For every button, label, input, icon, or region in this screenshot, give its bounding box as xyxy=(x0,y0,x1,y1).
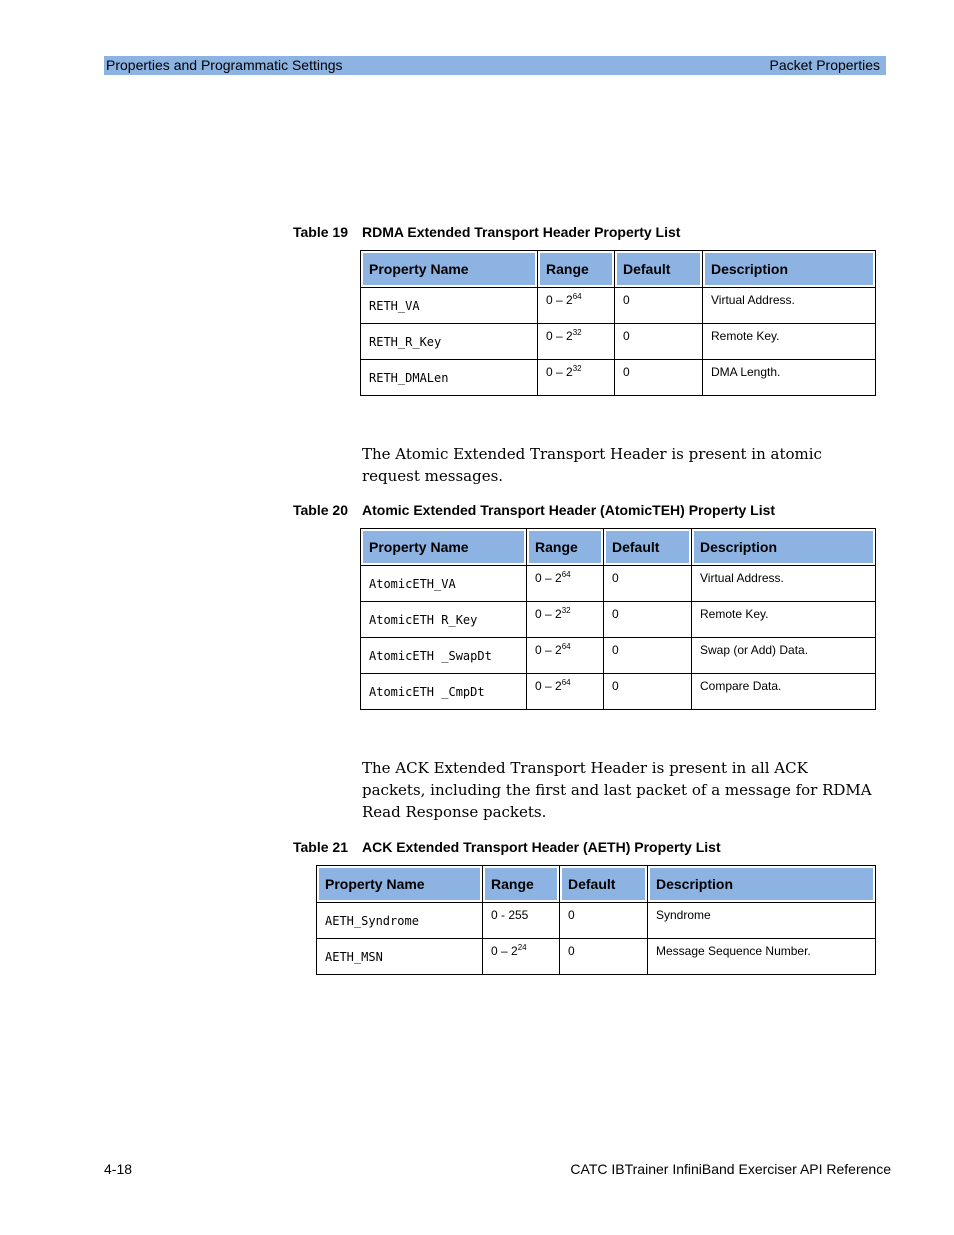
description: Compare Data. xyxy=(692,674,876,710)
property-name: AtomicETH _CmpDt xyxy=(361,674,527,710)
property-name: AtomicETH_VA xyxy=(361,566,527,602)
table-header-row xyxy=(361,251,876,288)
range-base: 0 – 2 xyxy=(535,679,562,693)
default-value: 0 xyxy=(604,602,692,638)
ack-header-paragraph: The ACK Extended Transport Header is present in all ACK packets, including the first and last packet of a message for RDMA Read Response packets. xyxy=(362,759,872,821)
running-header xyxy=(104,56,886,75)
range-exponent: 32 xyxy=(572,328,582,337)
column-header: Property Name xyxy=(317,866,483,903)
table20-caption xyxy=(293,502,775,518)
property-name: AETH_MSN xyxy=(317,939,483,975)
table-row xyxy=(361,360,876,396)
range-base: 0 – 2 xyxy=(546,365,573,379)
range-base: 0 – 2 xyxy=(535,571,562,585)
column-header: Range xyxy=(527,529,604,566)
range-cell xyxy=(527,674,604,710)
description: Swap (or Add) Data. xyxy=(692,638,876,674)
property-name: AETH_Syndrome xyxy=(317,903,483,939)
atomic-header-paragraph: The Atomic Extended Transport Header is present in atomic request messages. xyxy=(362,445,822,485)
default-value: 0 xyxy=(615,360,703,396)
default-value: 0 xyxy=(560,903,648,939)
table21-title: ACK Extended Transport Header (AETH) Property List xyxy=(362,839,721,855)
table-row xyxy=(361,638,876,674)
table-header-row xyxy=(361,529,876,566)
range-cell xyxy=(483,903,560,939)
table-row xyxy=(361,566,876,602)
property-name: RETH_DMALen xyxy=(361,360,538,396)
table21 xyxy=(316,865,876,975)
table-row xyxy=(361,288,876,324)
table20 xyxy=(360,528,876,710)
column-header: Default xyxy=(615,251,703,288)
table-row xyxy=(317,939,876,975)
range-exponent: 64 xyxy=(561,642,571,651)
column-header: Default xyxy=(560,866,648,903)
default-value: 0 xyxy=(615,324,703,360)
table-row xyxy=(317,903,876,939)
table21-number: Table 21 xyxy=(293,839,348,855)
property-name: AtomicETH _SwapDt xyxy=(361,638,527,674)
column-header: Range xyxy=(483,866,560,903)
range-cell xyxy=(538,288,615,324)
default-value: 0 xyxy=(604,638,692,674)
range-cell xyxy=(527,602,604,638)
range-base: 0 – 2 xyxy=(535,607,562,621)
range-cell xyxy=(483,939,560,975)
column-header: Description xyxy=(648,866,876,903)
range-exponent: 64 xyxy=(572,292,582,301)
default-value: 0 xyxy=(604,566,692,602)
range-cell xyxy=(538,360,615,396)
table19-caption xyxy=(293,224,680,240)
range-exponent: 64 xyxy=(561,678,571,687)
property-name: RETH_VA xyxy=(361,288,538,324)
description: DMA Length. xyxy=(703,360,876,396)
description: Message Sequence Number. xyxy=(648,939,876,975)
description: Virtual Address. xyxy=(703,288,876,324)
default-value: 0 xyxy=(560,939,648,975)
range-base: 0 – 2 xyxy=(546,329,573,343)
table19-title: RDMA Extended Transport Header Property List xyxy=(362,224,681,240)
range-exponent: 64 xyxy=(561,570,571,579)
column-header: Property Name xyxy=(361,529,527,566)
table20-number: Table 20 xyxy=(293,502,348,518)
default-value: 0 xyxy=(615,288,703,324)
range-base: 0 – 2 xyxy=(535,643,562,657)
column-header: Default xyxy=(604,529,692,566)
range-exponent: 32 xyxy=(561,606,571,615)
range-exponent: 24 xyxy=(517,943,527,952)
property-name: AtomicETH R_Key xyxy=(361,602,527,638)
table-row xyxy=(361,602,876,638)
range-base: 0 - 255 xyxy=(491,908,529,922)
range-base: 0 – 2 xyxy=(491,944,518,958)
default-value: 0 xyxy=(604,674,692,710)
page-number: 4-18 xyxy=(104,1161,133,1177)
table19 xyxy=(360,250,876,396)
header-subsection-title: Packet Properties xyxy=(769,57,880,73)
table-row xyxy=(361,674,876,710)
property-name: RETH_R_Key xyxy=(361,324,538,360)
document-title: CATC IBTrainer InfiniBand Exerciser API Reference xyxy=(570,1161,891,1177)
description: Virtual Address. xyxy=(692,566,876,602)
table19-number: Table 19 xyxy=(293,224,348,240)
range-cell xyxy=(527,566,604,602)
column-header: Description xyxy=(703,251,876,288)
range-cell xyxy=(538,324,615,360)
range-cell xyxy=(527,638,604,674)
header-section-title: Properties and Programmatic Settings xyxy=(106,57,343,73)
description: Syndrome xyxy=(648,903,876,939)
description: Remote Key. xyxy=(692,602,876,638)
range-base: 0 – 2 xyxy=(546,293,573,307)
table20-title: Atomic Extended Transport Header (AtomicTEH) Property List xyxy=(362,502,776,518)
table-row xyxy=(361,324,876,360)
column-header: Property Name xyxy=(361,251,538,288)
range-exponent: 32 xyxy=(572,364,582,373)
description: Remote Key. xyxy=(703,324,876,360)
table21-caption xyxy=(293,839,721,855)
column-header: Range xyxy=(538,251,615,288)
table-header-row xyxy=(317,866,876,903)
column-header: Description xyxy=(692,529,876,566)
